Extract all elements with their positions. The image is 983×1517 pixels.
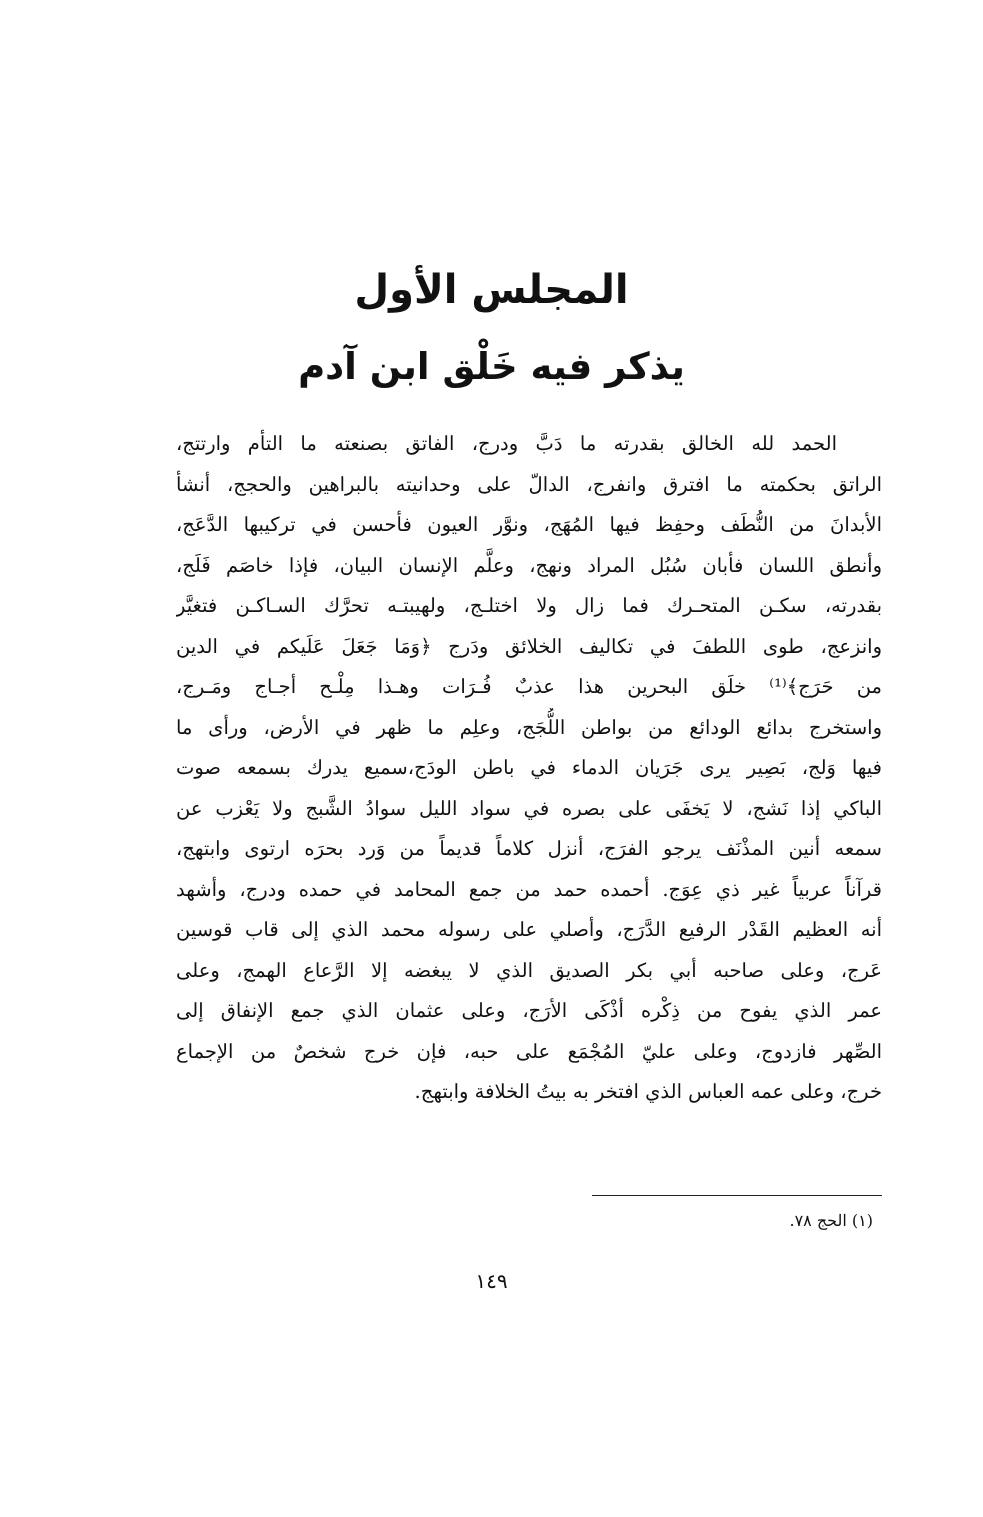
footnote-divider bbox=[592, 1195, 882, 1196]
footnote: (١) الحج ٧٨. bbox=[789, 1211, 873, 1230]
chapter-subtitle: يذكر فيه خَلْق ابن آدم bbox=[298, 345, 685, 388]
text-line: الباكي إذا نَشج، لا يَخفَى على بصره في سواد الليل سوادُ الشَّبج ولا يَعْزب عن bbox=[176, 796, 882, 820]
text-line: فيها وَلج، بَصِير يرى جَرَيان الدماء في باطن الودَج،سميع يدرك بسمعه صوت bbox=[176, 756, 882, 779]
text-line: الحمد لله الخالق بقدرته ما دَبَّ ودرج، الفاتق بصنعته ما التأم وارتتج، bbox=[176, 432, 837, 455]
text-line: وأنطق اللسان فأبان سُبُل المراد ونهج، وعلَّم الإنسان البيان، فإذا خاصَم فَلَج، bbox=[176, 553, 882, 577]
text-line: الأبدانَ من النُّطَف وحفِظ فيها المُهَج، ونوَّر العيون فأحسن في تركيبها الدَّعَج، bbox=[176, 513, 882, 536]
body-paragraph bbox=[176, 424, 882, 1113]
page-number: ١٤٩ bbox=[475, 1269, 508, 1293]
chapter-title: المجلس الأول bbox=[354, 267, 629, 313]
text-line: بقدرته، سكـن المتحـرك فما زال ولا اختلـج، ولهيبتـه تحرَّك السـاكـن فتغيَّر bbox=[176, 594, 882, 617]
text-line: وانزعج، طوى اللطفَ في تكاليف الخلائق ودَرج ﴿وَمَا جَعَلَ عَلَيكم في الدين bbox=[176, 634, 882, 658]
text-line: سمعه أنين المذْنَف يرجو الفرَج، أنزل كلاماً قديماً من وَرد بحرَه ارتوى وابتهج، bbox=[176, 837, 882, 860]
text-line: عَرج، وعلى صاحبه أبي بكر الصديق الذي لا يبغضه إلا الرَّعاع الهمج، وعلى bbox=[176, 958, 882, 982]
text-line: عمر الذي يفوح من ذِكْره أذْكَى الأرَج، وعلى عثمان الذي جمع الإنفاق إلى bbox=[176, 999, 882, 1022]
text-line: واستخرج بدائع الودائع من بواطن اللُّجَج، وعلِم ما ظهر في الأرض، ورأى ما bbox=[176, 715, 882, 739]
text-line: قرآناً عربياً غير ذي عِوَج. أحمده حمد من جمع المحامد في حمده ودرج، وأشهد bbox=[176, 877, 882, 901]
text-line: أنه العظيم القَدْر الرفيع الدَّرَج، وأصلي على رسوله محمد الذي إلى قاب قوسين bbox=[176, 918, 882, 941]
text-line: خرج، وعلى عمه العباس الذي افتخر به بيتُ الخلافة وابتهج. bbox=[414, 1080, 882, 1103]
text-line: من حَرَج﴾⁽¹⁾ خلَق البحرين هذا عذبٌ فُـرَات وهـذا مِلْـح أجـاج ومَـرج، bbox=[176, 675, 882, 698]
text-line: الصِّهر فازدوج، وعلى عليّ المُجْمَع على حبه، فإن خرج شخصٌ من الإجماع bbox=[176, 1039, 882, 1063]
text-line: الراتق بحكمته ما افترق وانفرج، الدالّ على وحدانيته بالبراهين والحجج، أنشأ bbox=[176, 472, 882, 496]
